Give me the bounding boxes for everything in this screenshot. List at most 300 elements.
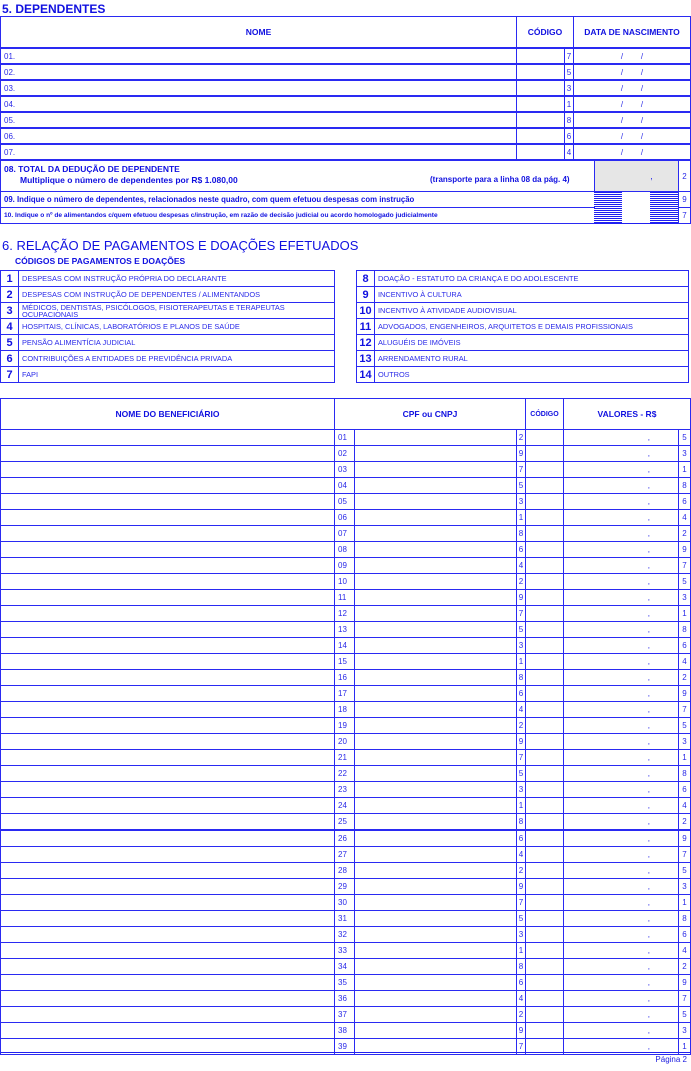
payment-code-field[interactable] xyxy=(525,605,564,622)
payment-code-field[interactable] xyxy=(525,429,564,446)
payment-code-label: INCENTIVO À ATIVIDADE AUDIOVISUAL xyxy=(374,302,689,319)
value-check-digit: 3 xyxy=(678,1022,691,1039)
value-check-digit: 7 xyxy=(678,990,691,1007)
payment-code-field[interactable] xyxy=(525,637,564,654)
cpf-cnpj-field[interactable] xyxy=(354,717,517,734)
beneficiary-name-field[interactable] xyxy=(0,781,335,798)
payment-code-label: OUTROS xyxy=(374,366,689,383)
payment-code-field[interactable] xyxy=(525,509,564,526)
value-check-digit: 7 xyxy=(678,557,691,574)
value-check-digit: 2 xyxy=(678,813,691,830)
payment-value-field[interactable]: , xyxy=(563,477,679,494)
cpf-check-digit: 7 xyxy=(516,461,526,478)
payment-code-label: HOSPITAIS, CLÍNICAS, LABORATÓRIOS E PLANOS DE SAÚDE xyxy=(18,318,335,335)
value-check-digit: 9 xyxy=(678,830,691,847)
payment-value-field[interactable]: , xyxy=(563,621,679,638)
row-number: 36 xyxy=(334,990,355,1007)
cpf-check-digit: 9 xyxy=(516,878,526,895)
row-number: 07 xyxy=(334,525,355,542)
payment-value-field[interactable]: , xyxy=(563,846,679,863)
cpf-cnpj-field[interactable] xyxy=(354,990,517,1007)
payment-code-field[interactable] xyxy=(525,894,564,911)
dependent-birthdate-field[interactable]: / / xyxy=(573,48,691,64)
value-check-digit: 2 xyxy=(678,958,691,975)
cpf-cnpj-field[interactable] xyxy=(354,509,517,526)
payment-code-number: 9 xyxy=(356,286,375,303)
cpf-cnpj-field[interactable] xyxy=(354,797,517,814)
cpf-cnpj-field[interactable] xyxy=(354,525,517,542)
cpf-cnpj-field[interactable] xyxy=(354,573,517,590)
dependent-birthdate-field[interactable]: / / xyxy=(573,64,691,80)
cpf-cnpj-field[interactable] xyxy=(354,830,517,847)
payment-value-field[interactable]: , xyxy=(563,862,679,879)
header-codigo: CÓDIGO xyxy=(525,398,564,430)
row-number: 13 xyxy=(334,621,355,638)
payment-code-label: DOAÇÃO - ESTATUTO DA CRIANÇA E DO ADOLESCENTE xyxy=(374,270,689,287)
cpf-check-digit: 7 xyxy=(516,605,526,622)
payment-code-field[interactable] xyxy=(525,445,564,462)
payment-code-field[interactable] xyxy=(525,717,564,734)
dependent-code-field[interactable] xyxy=(516,64,565,80)
beneficiary-name-field[interactable] xyxy=(0,717,335,734)
header-codigo: CÓDIGO xyxy=(516,16,574,48)
payment-value-field[interactable]: , xyxy=(563,509,679,526)
payment-code-number: 2 xyxy=(0,286,19,303)
beneficiary-name-field[interactable] xyxy=(0,749,335,766)
value-check-digit: 9 xyxy=(678,541,691,558)
payment-value-field[interactable]: , xyxy=(563,685,679,702)
dependent-birthdate-field[interactable]: / / xyxy=(573,80,691,96)
cpf-cnpj-field[interactable] xyxy=(354,589,517,606)
value-check-digit: 5 xyxy=(678,429,691,446)
cpf-check-digit: 5 xyxy=(516,477,526,494)
value-check-digit: 8 xyxy=(678,477,691,494)
beneficiary-name-field[interactable] xyxy=(0,637,335,654)
payment-code-field[interactable] xyxy=(525,910,564,927)
beneficiary-name-field[interactable] xyxy=(0,509,335,526)
payment-code-field[interactable] xyxy=(525,878,564,895)
dependent-code-field[interactable] xyxy=(516,96,565,112)
payment-code-number: 7 xyxy=(0,366,19,383)
dependent-check-digit: 8 xyxy=(564,112,574,128)
payment-code-field[interactable] xyxy=(525,830,564,847)
row-number: 22 xyxy=(334,765,355,782)
cpf-cnpj-field[interactable] xyxy=(354,1038,517,1055)
beneficiary-name-field[interactable] xyxy=(0,974,335,991)
line-08-total-field[interactable]: , xyxy=(594,160,679,192)
page-number: Página 2 xyxy=(655,1055,687,1064)
payment-code-label: DESPESAS COM INSTRUÇÃO PRÓPRIA DO DECLARANTE xyxy=(18,270,335,287)
dependent-name-field[interactable]: 05. xyxy=(0,112,517,128)
value-check-digit: 1 xyxy=(678,1038,691,1055)
beneficiary-name-field[interactable] xyxy=(0,797,335,814)
payment-value-field[interactable]: , xyxy=(563,830,679,847)
cpf-cnpj-field[interactable] xyxy=(354,781,517,798)
dependent-code-field[interactable] xyxy=(516,80,565,96)
payment-value-field[interactable]: , xyxy=(563,878,679,895)
section-6-title: 6. RELAÇÃO DE PAGAMENTOS E DOAÇÕES EFETUADOS xyxy=(2,238,359,253)
cpf-cnpj-field[interactable] xyxy=(354,653,517,670)
line-10-label: 10. Indique o nº de alimentandos c/quem efetuou despesas c/instrução, em razão de decisão judicial ou acordo homologado judicialmente xyxy=(0,207,595,224)
payment-value-field[interactable]: , xyxy=(563,910,679,927)
header-data-nascimento: DATA DE NASCIMENTO xyxy=(573,16,691,48)
cpf-cnpj-field[interactable] xyxy=(354,878,517,895)
line-08-transport-note: (transporte para a linha 08 da pág. 4) xyxy=(430,175,570,184)
cpf-cnpj-field[interactable] xyxy=(354,958,517,975)
payment-value-field[interactable]: , xyxy=(563,557,679,574)
cpf-check-digit: 8 xyxy=(516,958,526,975)
row-number: 37 xyxy=(334,1006,355,1023)
payment-code-field[interactable] xyxy=(525,749,564,766)
payment-code-label: INCENTIVO À CULTURA xyxy=(374,286,689,303)
cpf-check-digit: 3 xyxy=(516,926,526,943)
dependent-name-field[interactable]: 01. xyxy=(0,48,517,64)
cpf-check-digit: 8 xyxy=(516,669,526,686)
payment-code-number: 10 xyxy=(356,302,375,319)
value-check-digit: 9 xyxy=(678,974,691,991)
payment-code-field[interactable] xyxy=(525,1038,564,1055)
payment-code-field[interactable] xyxy=(525,862,564,879)
beneficiary-name-field[interactable] xyxy=(0,830,335,847)
value-check-digit: 4 xyxy=(678,797,691,814)
dependent-name-field[interactable]: 03. xyxy=(0,80,517,96)
payment-code-field[interactable] xyxy=(525,589,564,606)
payment-code-field[interactable] xyxy=(525,846,564,863)
payment-code-field[interactable] xyxy=(525,990,564,1007)
row-number: 25 xyxy=(334,813,355,830)
payment-value-field[interactable]: , xyxy=(563,942,679,959)
line-09-check-digit: 9 xyxy=(678,191,691,208)
payment-value-field[interactable]: , xyxy=(563,813,679,830)
beneficiary-name-field[interactable] xyxy=(0,557,335,574)
cpf-cnpj-field[interactable] xyxy=(354,1006,517,1023)
payment-code-number: 14 xyxy=(356,366,375,383)
beneficiary-name-field[interactable] xyxy=(0,573,335,590)
beneficiary-name-field[interactable] xyxy=(0,942,335,959)
dependent-check-digit: 4 xyxy=(564,144,574,160)
payment-code-field[interactable] xyxy=(525,926,564,943)
payment-code-label: ARRENDAMENTO RURAL xyxy=(374,350,689,367)
line-09-hatch-left xyxy=(594,192,622,207)
row-number: 16 xyxy=(334,669,355,686)
value-check-digit: 6 xyxy=(678,926,691,943)
cpf-check-digit: 6 xyxy=(516,685,526,702)
line-08-check-digit: 2 xyxy=(678,160,691,192)
row-number: 32 xyxy=(334,926,355,943)
cpf-cnpj-field[interactable] xyxy=(354,685,517,702)
payment-value-field[interactable]: , xyxy=(563,926,679,943)
payment-code-field[interactable] xyxy=(525,813,564,830)
cpf-cnpj-field[interactable] xyxy=(354,493,517,510)
beneficiary-name-field[interactable] xyxy=(0,701,335,718)
beneficiary-name-field[interactable] xyxy=(0,525,335,542)
cpf-cnpj-field[interactable] xyxy=(354,749,517,766)
beneficiary-name-field[interactable] xyxy=(0,621,335,638)
payment-value-field[interactable]: , xyxy=(563,525,679,542)
cpf-cnpj-field[interactable] xyxy=(354,637,517,654)
payment-value-field[interactable]: , xyxy=(563,541,679,558)
dependent-birthdate-field[interactable]: / / xyxy=(573,144,691,160)
beneficiary-name-field[interactable] xyxy=(0,990,335,1007)
payment-code-field[interactable] xyxy=(525,733,564,750)
row-number: 21 xyxy=(334,749,355,766)
cpf-cnpj-field[interactable] xyxy=(354,974,517,991)
cpf-check-digit: 4 xyxy=(516,701,526,718)
payment-value-field[interactable]: , xyxy=(563,894,679,911)
beneficiary-name-field[interactable] xyxy=(0,605,335,622)
beneficiary-name-field[interactable] xyxy=(0,493,335,510)
payment-value-field[interactable]: , xyxy=(563,589,679,606)
beneficiary-name-field[interactable] xyxy=(0,653,335,670)
value-check-digit: 5 xyxy=(678,717,691,734)
payment-value-field[interactable]: , xyxy=(563,669,679,686)
payment-code-field[interactable] xyxy=(525,653,564,670)
payment-value-field[interactable]: , xyxy=(563,781,679,798)
cpf-check-digit: 8 xyxy=(516,813,526,830)
cpf-check-digit: 2 xyxy=(516,429,526,446)
payment-code-field[interactable] xyxy=(525,958,564,975)
payment-code-label: ADVOGADOS, ENGENHEIROS, ARQUITETOS E DEMAIS PROFISSIONAIS xyxy=(374,318,689,335)
payment-code-field[interactable] xyxy=(525,765,564,782)
codes-title: CÓDIGOS DE PAGAMENTOS E DOAÇÕES xyxy=(15,256,186,266)
row-number: 39 xyxy=(334,1038,355,1055)
beneficiary-name-field[interactable] xyxy=(0,1006,335,1023)
cpf-cnpj-field[interactable] xyxy=(354,813,517,830)
value-check-digit: 3 xyxy=(678,445,691,462)
payment-value-field[interactable]: , xyxy=(563,605,679,622)
payment-value-field[interactable]: , xyxy=(563,733,679,750)
value-check-digit: 1 xyxy=(678,461,691,478)
cpf-check-digit: 7 xyxy=(516,749,526,766)
row-number: 06 xyxy=(334,509,355,526)
line-09-label: 09. Indique o número de dependentes, relacionados neste quadro, com quem efetuou despesas com instrução xyxy=(0,191,595,208)
payment-code-field[interactable] xyxy=(525,477,564,494)
payment-value-field[interactable]: , xyxy=(563,974,679,991)
row-number: 28 xyxy=(334,862,355,879)
payment-code-field[interactable] xyxy=(525,525,564,542)
payment-code-number: 4 xyxy=(0,318,19,335)
line-10-field[interactable] xyxy=(622,208,650,223)
cpf-cnpj-field[interactable] xyxy=(354,910,517,927)
dependent-birthdate-field[interactable]: / / xyxy=(573,128,691,144)
row-number: 03 xyxy=(334,461,355,478)
cpf-check-digit: 9 xyxy=(516,733,526,750)
beneficiary-name-field[interactable] xyxy=(0,733,335,750)
dependent-code-field[interactable] xyxy=(516,112,565,128)
beneficiary-name-field[interactable] xyxy=(0,541,335,558)
value-check-digit: 6 xyxy=(678,637,691,654)
payment-code-field[interactable] xyxy=(525,669,564,686)
payment-value-field[interactable]: , xyxy=(563,1022,679,1039)
payment-code-field[interactable] xyxy=(525,797,564,814)
payment-code-field[interactable] xyxy=(525,701,564,718)
value-check-digit: 8 xyxy=(678,910,691,927)
row-number: 10 xyxy=(334,573,355,590)
cpf-cnpj-field[interactable] xyxy=(354,605,517,622)
payment-code-field[interactable] xyxy=(525,461,564,478)
beneficiary-name-field[interactable] xyxy=(0,589,335,606)
dependent-code-field[interactable] xyxy=(516,144,565,160)
cpf-cnpj-field[interactable] xyxy=(354,926,517,943)
value-check-digit: 1 xyxy=(678,605,691,622)
cpf-check-digit: 7 xyxy=(516,894,526,911)
value-check-digit: 6 xyxy=(678,781,691,798)
payment-value-field[interactable]: , xyxy=(563,461,679,478)
payment-code-field[interactable] xyxy=(525,621,564,638)
payment-value-field[interactable]: , xyxy=(563,749,679,766)
cpf-cnpj-field[interactable] xyxy=(354,669,517,686)
row-number: 14 xyxy=(334,637,355,654)
line-09-field[interactable] xyxy=(622,192,650,207)
dependent-name-field[interactable]: 07. xyxy=(0,144,517,160)
payment-value-field[interactable]: , xyxy=(563,653,679,670)
payment-code-field[interactable] xyxy=(525,493,564,510)
cpf-cnpj-field[interactable] xyxy=(354,461,517,478)
beneficiary-name-field[interactable] xyxy=(0,862,335,879)
payment-code-field[interactable] xyxy=(525,1006,564,1023)
payment-code-number: 12 xyxy=(356,334,375,351)
cpf-cnpj-field[interactable] xyxy=(354,733,517,750)
payment-code-field[interactable] xyxy=(525,685,564,702)
cpf-cnpj-field[interactable] xyxy=(354,942,517,959)
dependent-birthdate-field[interactable]: / / xyxy=(573,96,691,112)
beneficiary-name-field[interactable] xyxy=(0,429,335,446)
beneficiary-name-field[interactable] xyxy=(0,461,335,478)
dependent-name-field[interactable]: 06. xyxy=(0,128,517,144)
payment-value-field[interactable]: , xyxy=(563,493,679,510)
payment-code-field[interactable] xyxy=(525,557,564,574)
dependent-birthdate-field[interactable]: / / xyxy=(573,112,691,128)
cpf-check-digit: 2 xyxy=(516,862,526,879)
cpf-check-digit: 2 xyxy=(516,717,526,734)
payment-code-number: 8 xyxy=(356,270,375,287)
row-number: 38 xyxy=(334,1022,355,1039)
value-check-digit: 7 xyxy=(678,701,691,718)
payment-code-label: ALUGUÉIS DE IMÓVEIS xyxy=(374,334,689,351)
payment-value-field[interactable]: , xyxy=(563,445,679,462)
cpf-check-digit: 1 xyxy=(516,509,526,526)
cpf-check-digit: 6 xyxy=(516,974,526,991)
row-number: 34 xyxy=(334,958,355,975)
beneficiary-name-field[interactable] xyxy=(0,1038,335,1055)
cpf-cnpj-field[interactable] xyxy=(354,557,517,574)
beneficiary-name-field[interactable] xyxy=(0,669,335,686)
row-number: 29 xyxy=(334,878,355,895)
payment-code-field[interactable] xyxy=(525,573,564,590)
beneficiary-name-field[interactable] xyxy=(0,926,335,943)
value-check-digit: 2 xyxy=(678,669,691,686)
cpf-cnpj-field[interactable] xyxy=(354,477,517,494)
payment-value-field[interactable]: , xyxy=(563,637,679,654)
beneficiary-name-field[interactable] xyxy=(0,1022,335,1039)
value-check-digit: 1 xyxy=(678,749,691,766)
beneficiary-name-field[interactable] xyxy=(0,685,335,702)
cpf-check-digit: 3 xyxy=(516,637,526,654)
cpf-cnpj-field[interactable] xyxy=(354,765,517,782)
row-number: 26 xyxy=(334,830,355,847)
payment-value-field[interactable]: , xyxy=(563,429,679,446)
value-check-digit: 1 xyxy=(678,894,691,911)
payment-code-field[interactable] xyxy=(525,1022,564,1039)
beneficiary-name-field[interactable] xyxy=(0,894,335,911)
beneficiary-name-field[interactable] xyxy=(0,958,335,975)
row-number: 01 xyxy=(334,429,355,446)
payment-value-field[interactable]: , xyxy=(563,1006,679,1023)
payment-code-field[interactable] xyxy=(525,541,564,558)
value-check-digit: 8 xyxy=(678,621,691,638)
beneficiary-name-field[interactable] xyxy=(0,445,335,462)
payment-value-field[interactable]: , xyxy=(563,701,679,718)
line-10-check-digit: 7 xyxy=(678,207,691,224)
payment-value-field[interactable]: , xyxy=(563,797,679,814)
cpf-cnpj-field[interactable] xyxy=(354,445,517,462)
payment-code-field[interactable] xyxy=(525,974,564,991)
payment-code-label: MÉDICOS, DENTISTAS, PSICÓLOGOS, FISIOTERAPEUTAS E TERAPEUTAS OCUPACIONAIS xyxy=(18,302,335,319)
cpf-cnpj-field[interactable] xyxy=(354,621,517,638)
value-check-digit: 9 xyxy=(678,685,691,702)
cpf-cnpj-field[interactable] xyxy=(354,862,517,879)
cpf-cnpj-field[interactable] xyxy=(354,541,517,558)
payment-code-number: 5 xyxy=(0,334,19,351)
cpf-check-digit: 1 xyxy=(516,653,526,670)
cpf-check-digit: 4 xyxy=(516,990,526,1007)
value-check-digit: 4 xyxy=(678,509,691,526)
beneficiary-name-field[interactable] xyxy=(0,477,335,494)
dependent-name-field[interactable]: 02. xyxy=(0,64,517,80)
value-check-digit: 3 xyxy=(678,733,691,750)
beneficiary-name-field[interactable] xyxy=(0,846,335,863)
cpf-cnpj-field[interactable] xyxy=(354,1022,517,1039)
row-number: 05 xyxy=(334,493,355,510)
payment-value-field[interactable]: , xyxy=(563,958,679,975)
cpf-check-digit: 2 xyxy=(516,1006,526,1023)
beneficiary-name-field[interactable] xyxy=(0,910,335,927)
header-cpf-cnpj: CPF ou CNPJ xyxy=(334,398,526,430)
beneficiary-name-field[interactable] xyxy=(0,878,335,895)
row-number: 02 xyxy=(334,445,355,462)
payment-value-field[interactable]: , xyxy=(563,765,679,782)
line-08-subtitle: Multiplique o número de dependentes por R$ 1.080,00 xyxy=(20,175,238,185)
payment-value-field[interactable]: , xyxy=(563,990,679,1007)
header-nome: NOME xyxy=(0,16,517,48)
cpf-check-digit: 5 xyxy=(516,621,526,638)
value-check-digit: 5 xyxy=(678,862,691,879)
payment-value-field[interactable]: , xyxy=(563,717,679,734)
cpf-cnpj-field[interactable] xyxy=(354,894,517,911)
beneficiary-name-field[interactable] xyxy=(0,813,335,830)
cpf-cnpj-field[interactable] xyxy=(354,701,517,718)
dependent-check-digit: 3 xyxy=(564,80,574,96)
dependent-code-field[interactable] xyxy=(516,48,565,64)
payment-value-field[interactable]: , xyxy=(563,1038,679,1055)
cpf-cnpj-field[interactable] xyxy=(354,429,517,446)
value-check-digit: 5 xyxy=(678,1006,691,1023)
dependent-check-digit: 6 xyxy=(564,128,574,144)
payment-code-field[interactable] xyxy=(525,781,564,798)
value-check-digit: 3 xyxy=(678,589,691,606)
dependent-name-field[interactable]: 04. xyxy=(0,96,517,112)
cpf-check-digit: 3 xyxy=(516,493,526,510)
cpf-cnpj-field[interactable] xyxy=(354,846,517,863)
payment-value-field[interactable]: , xyxy=(563,573,679,590)
row-number: 12 xyxy=(334,605,355,622)
dependents-table xyxy=(0,16,690,224)
payment-code-field[interactable] xyxy=(525,942,564,959)
header-nome-beneficiario: NOME DO BENEFICIÁRIO xyxy=(0,398,335,430)
beneficiary-name-field[interactable] xyxy=(0,765,335,782)
value-check-digit: 6 xyxy=(678,493,691,510)
dependent-code-field[interactable] xyxy=(516,128,565,144)
